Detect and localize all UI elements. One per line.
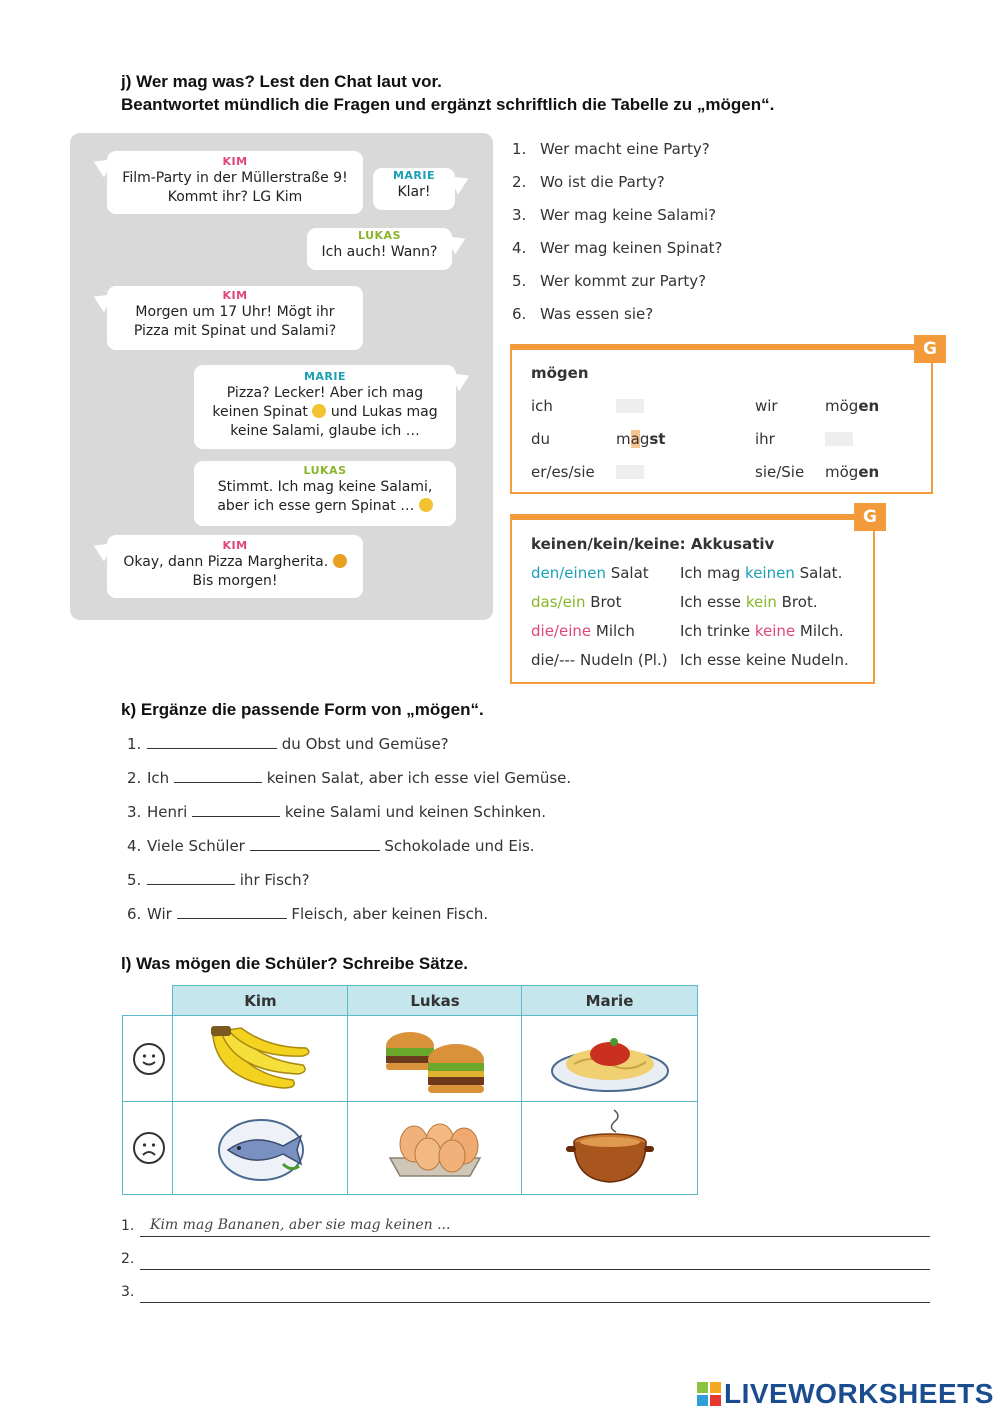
chat-text: Pizza mit Spinat und Salami? <box>133 323 337 339</box>
form-wir <box>825 397 879 415</box>
question-text: Wer mag keine Salami? <box>540 206 717 224</box>
liveworksheets-icon <box>697 1381 721 1405</box>
pronoun-wir: wir <box>755 397 778 415</box>
example-text: Ich esse <box>680 651 746 669</box>
chat-sender: KIM <box>222 289 248 302</box>
bananas-icon <box>173 1016 348 1102</box>
item-number: 2. <box>127 769 142 787</box>
article-text: die/eine <box>531 622 592 640</box>
question-text: Wer mag keinen Spinat? <box>540 239 723 257</box>
example-row-neut <box>680 593 818 611</box>
column-header-marie: Marie <box>521 985 698 1017</box>
item-text: keinen Salat, aber ich esse viel Gemüse. <box>261 769 572 787</box>
question-2 <box>512 173 665 191</box>
noun-text: Salat <box>605 564 649 582</box>
example-text: Nudeln. <box>786 651 849 669</box>
keyword: keine <box>754 622 796 640</box>
brand-text: LIVEWORKSHEETS <box>724 1378 994 1409</box>
chat-text: Kommt ihr? LG Kim <box>167 189 303 205</box>
pronoun-ihr: ihr <box>755 430 775 448</box>
section-k-heading: k) Ergänze die passende Form von „mögen“. <box>121 700 484 719</box>
item-number: 4. <box>127 837 142 855</box>
answer-blank-2[interactable] <box>174 768 262 783</box>
k-item-6 <box>127 904 488 923</box>
grimace-emoji-icon <box>419 498 433 512</box>
item-number: 5. <box>127 871 142 889</box>
chat-text: Pizza? Lecker! Aber ich mag <box>226 385 424 401</box>
chat-text: Film-Party in der Müllerstraße 9! <box>122 170 348 186</box>
question-number: 1. <box>512 140 527 158</box>
article-row-masc <box>531 564 649 582</box>
chat-panel <box>70 133 493 620</box>
pronoun-sie-Sie: sie/Sie <box>755 463 805 481</box>
eggs-icon <box>348 1102 522 1194</box>
spaghetti-icon <box>522 1016 697 1102</box>
example-text: Brot. <box>776 593 818 611</box>
example-text: Salat. <box>794 564 843 582</box>
column-header-kim: Kim <box>172 985 349 1017</box>
article-text: den/einen <box>531 564 606 582</box>
cell-lukas-like <box>347 1015 523 1103</box>
article-text: das/ein <box>531 593 586 611</box>
pronoun-ich: ich <box>531 397 553 415</box>
question-text: Wo ist die Party? <box>540 173 665 191</box>
question-number: 4. <box>512 239 527 257</box>
chat-sender: MARIE <box>392 169 436 182</box>
smiley-face-icon <box>133 1043 165 1075</box>
chat-bubble-kim-1 <box>107 151 363 214</box>
writing-line-number-1: 1. <box>121 1218 135 1234</box>
k-item-2 <box>127 768 571 787</box>
row-label-dislike <box>122 1101 174 1195</box>
article-row-neut <box>531 593 621 611</box>
form-ending: en <box>858 397 880 415</box>
grammar-title: keinen/kein/keine: Akkusativ <box>531 535 775 553</box>
worried-emoji-icon <box>312 404 326 418</box>
noun-text: Milch <box>591 622 635 640</box>
noun-text: Brot <box>585 593 622 611</box>
cell-lukas-dislike <box>347 1101 523 1195</box>
chat-bubble-marie-1 <box>373 168 455 210</box>
sad-face-icon <box>133 1132 165 1164</box>
cell-kim-dislike <box>172 1101 349 1195</box>
chat-text: Bis morgen! <box>192 573 278 589</box>
article-text: die/--- <box>531 651 576 669</box>
k-item-4 <box>127 836 535 855</box>
keyword: keine <box>745 651 787 669</box>
blank-er-form[interactable] <box>616 465 644 479</box>
article-row-plural <box>531 651 668 669</box>
article-row-fem <box>531 622 635 640</box>
cell-marie-like <box>521 1015 698 1103</box>
writing-line-1[interactable] <box>140 1236 930 1237</box>
chat-sender: KIM <box>222 539 248 552</box>
chat-text: Morgen um 17 Uhr! Mögt ihr <box>135 304 335 320</box>
answer-blank-1[interactable] <box>147 734 277 749</box>
item-text: Fleisch, aber keinen Fisch. <box>286 905 489 923</box>
section-l-heading: l) Was mögen die Schüler? Schreibe Sätze. <box>121 954 469 973</box>
example-text: Ich mag <box>680 564 746 582</box>
chat-sender: MARIE <box>303 370 347 383</box>
k-item-1 <box>127 734 449 753</box>
pronoun-du: du <box>531 430 551 448</box>
column-header-lukas: Lukas <box>347 985 523 1017</box>
chat-text: Stimmt. Ich mag keine Salami, <box>217 479 433 495</box>
row-label-like <box>122 1015 174 1103</box>
k-item-5 <box>127 870 310 889</box>
chat-sender: LUKAS <box>303 464 347 477</box>
form-du <box>616 430 665 448</box>
item-text: Ich <box>147 769 174 787</box>
food-preference-table <box>122 985 698 1195</box>
grammar-box-top-bar <box>510 344 930 350</box>
keyword: keinen <box>745 564 795 582</box>
question-1 <box>512 140 710 158</box>
writing-line-number-2: 2. <box>121 1251 135 1267</box>
noun-text: Nudeln (Pl.) <box>575 651 668 669</box>
item-text: Schokolade und Eis. <box>379 837 535 855</box>
item-number: 6. <box>127 905 142 923</box>
writing-line-2[interactable] <box>140 1269 930 1270</box>
blank-ihr-form[interactable] <box>825 432 853 446</box>
question-number: 5. <box>512 272 527 290</box>
form-vowel: a <box>630 430 640 448</box>
soup-pot-icon <box>522 1102 697 1194</box>
example-row-fem <box>680 622 844 640</box>
angry-emoji-icon <box>333 554 347 568</box>
item-text: Wir <box>147 905 177 923</box>
keyword: kein <box>745 593 777 611</box>
chat-text: aber ich esse gern Spinat … <box>217 498 415 514</box>
question-number: 2. <box>512 173 527 191</box>
section-j-heading-2: Beantwortet mündlich die Fragen und ergänzt schriftlich die Tabelle zu „mögen“. <box>121 95 775 114</box>
example-text: Ich trinke <box>680 622 755 640</box>
chat-bubble-marie-2 <box>194 365 456 449</box>
chat-bubble-lukas-2 <box>194 461 456 526</box>
form-stem: mög <box>825 397 859 415</box>
writing-line-number-3: 3. <box>121 1284 135 1300</box>
chat-text: Ich auch! Wann? <box>321 244 438 260</box>
item-number: 3. <box>127 803 142 821</box>
item-text: ihr Fisch? <box>235 871 310 889</box>
form-sie <box>825 463 879 481</box>
writing-line-3[interactable] <box>140 1302 930 1303</box>
handwritten-example: Kim mag Bananen, aber sie mag keinen ... <box>150 1217 451 1233</box>
question-text: Was essen sie? <box>540 305 654 323</box>
chat-sender: LUKAS <box>357 229 401 242</box>
cell-kim-like <box>172 1015 349 1103</box>
item-text: du Obst und Gemüse? <box>277 735 449 753</box>
item-text: keine Salami und keinen Schinken. <box>280 803 547 821</box>
cell-marie-dislike <box>521 1101 698 1195</box>
form-stem: m <box>616 430 631 448</box>
item-text: Viele Schüler <box>147 837 250 855</box>
answer-blank-4[interactable] <box>250 836 380 851</box>
example-row-plural <box>680 651 849 669</box>
form-ending: st <box>649 430 666 448</box>
chat-text: keinen Spinat <box>212 404 308 420</box>
answer-blank-5[interactable] <box>147 870 235 885</box>
chat-text: keine Salami, glaube ich … <box>230 423 420 439</box>
question-6 <box>512 305 653 323</box>
form-ending: en <box>858 463 880 481</box>
grammar-tab-g: G <box>914 335 946 363</box>
answer-blank-6[interactable] <box>177 904 287 919</box>
example-text: Milch. <box>795 622 844 640</box>
grammar-box-top-bar <box>510 514 873 520</box>
form-stem: mög <box>825 463 859 481</box>
chat-bubble-kim-2 <box>107 286 363 350</box>
chat-text: und Lukas mag <box>330 404 438 420</box>
chat-bubble-kim-3 <box>107 535 363 598</box>
example-row-masc <box>680 564 842 582</box>
example-text: Ich esse <box>680 593 746 611</box>
form-stem: g <box>639 430 650 448</box>
chat-text: Klar! <box>397 184 431 200</box>
question-text: Wer macht eine Party? <box>540 140 710 158</box>
section-j-heading-1: j) Wer mag was? Lest den Chat laut vor. <box>121 72 442 91</box>
chat-bubble-lukas-1 <box>307 228 452 270</box>
answer-blank-3[interactable] <box>192 802 280 817</box>
question-5 <box>512 272 706 290</box>
question-number: 3. <box>512 206 527 224</box>
blank-ich-form[interactable] <box>616 399 644 413</box>
hamburgers-icon <box>348 1016 522 1102</box>
item-text: Henri <box>147 803 193 821</box>
question-number: 6. <box>512 305 527 323</box>
question-text: Wer kommt zur Party? <box>540 272 707 290</box>
chat-text: Okay, dann Pizza Margherita. <box>123 554 329 570</box>
pronoun-er-es-sie: er/es/sie <box>531 463 595 481</box>
grammar-tab-g: G <box>854 503 886 531</box>
k-item-3 <box>127 802 546 821</box>
liveworksheets-logo <box>697 1378 994 1410</box>
question-4 <box>512 239 723 257</box>
grammar-title: mögen <box>531 364 589 382</box>
chat-sender: KIM <box>222 155 248 168</box>
item-number: 1. <box>127 735 142 753</box>
question-3 <box>512 206 716 224</box>
fish-icon <box>173 1102 348 1194</box>
